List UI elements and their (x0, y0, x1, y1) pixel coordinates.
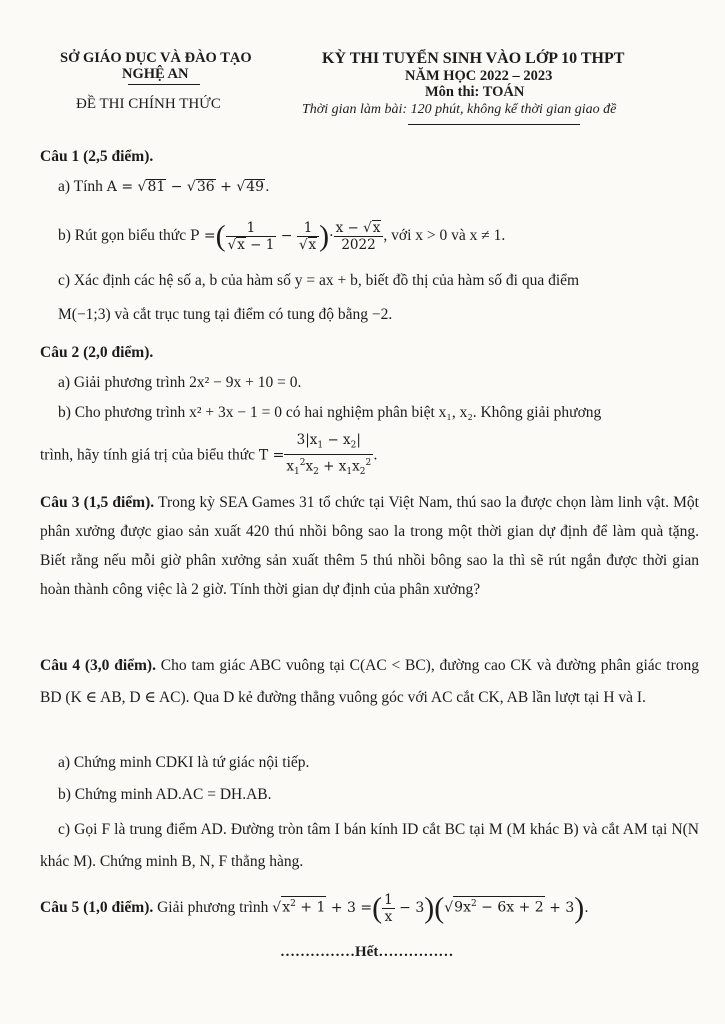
official-label: ĐỀ THI CHÍNH THỨC (76, 96, 221, 112)
q1-b: b) Rút gọn biểu thức P =( $\frac{1}{√x - 1}$ − $\frac{1}{√x}$ )· $\frac{x - √x}{2022}$ , với x > 0 và x ≠ 1. (58, 219, 506, 253)
province-name: NGHỆ AN (122, 66, 189, 82)
q3-block: Câu 3 (1,5 điểm). Trong kỳ SEA Games 31 tổ chức tại Việt Nam, thú sao la được chọn làm linh vật. Một phân xưởng được giao sản xuất 420 thú nhồi bông sao la trong một thời gian dự định để làm quà tặng. Biết rằng nếu mỗi giờ phân xưởng sản xuất thêm 5 thú nhồi bông sao la thì sẽ rút ngắn được thời gian hoàn thành công việc là 2 giờ. Tính thời gian dự định của phân xưởng? (40, 494, 699, 598)
q4-c: c) Gọi F là trung điểm AD. Đường tròn tâm I bán kính ID cắt BC tại M (M khác B) và cắt AM tại N(N khác M). Chứng minh B, N, F thẳng hàng. (40, 821, 699, 870)
time-note: Thời gian làm bài: 120 phút, không kể thời gian giao đề (302, 102, 617, 117)
q4-b: b) Chứng minh AD.AC = DH.AB. (58, 786, 272, 803)
q4-a: a) Chứng minh CDKI là tứ giác nội tiếp. (58, 754, 310, 771)
subject: Môn thi: TOÁN (425, 84, 525, 100)
q2-title: Câu 2 (2,0 điểm). (40, 344, 154, 361)
q2-b-line1: b) Cho phương trình x² + 3x − 1 = 0 có hai nghiệm phân biệt x₁, x₂. Không giải phương (58, 404, 602, 421)
q2-b-line2: trình, hãy tính giá trị của biểu thức T = $\frac{3|x_1 - x_2|}{x_1^2x_2 + x_1x_2^2}$ . (40, 432, 378, 477)
q5-line: Câu 5 (1,0 điểm). Giải phương trình $√x^2 + 1 + 3$ =( $\frac{1}{x}$ − $3)(√9x^2 - 6x + 2 + 3)$. (40, 891, 589, 925)
q1-title: Câu 1 (2,5 điểm). (40, 148, 154, 165)
q1-a: a) Tính A = √81 − √36 + √49. (58, 178, 270, 195)
divider (408, 124, 580, 125)
divider (128, 84, 200, 85)
q1-c-line1: c) Xác định các hệ số a, b của hàm số y = ax + b, biết đồ thị của hàm số đi qua điểm (58, 272, 580, 289)
q4-block: Câu 4 (3,0 điểm). Cho tam giác ABC vuông tại C(AC < BC), đường cao CK và đường phân giác trong BD (K ∈ AB, D ∈ AC). Qua D kẻ đường thẳng vuông góc với AC cắt CK, AB lần lượt tại H và I. (40, 657, 700, 706)
school-year: NĂM HỌC 2022 – 2023 (405, 68, 553, 84)
q1-c-line2: M(−1;3) và cắt trục tung tại điểm có tung độ bằng −2. (58, 306, 393, 323)
end-marker: ……………Hết…………… (280, 944, 454, 960)
dept-name: SỞ GIÁO DỤC VÀ ĐÀO TẠO (60, 50, 252, 66)
exam-title: KỲ THI TUYỂN SINH VÀO LỚP 10 THPT (322, 50, 625, 67)
q2-a: a) Giải phương trình 2x² − 9x + 10 = 0. (58, 374, 302, 391)
